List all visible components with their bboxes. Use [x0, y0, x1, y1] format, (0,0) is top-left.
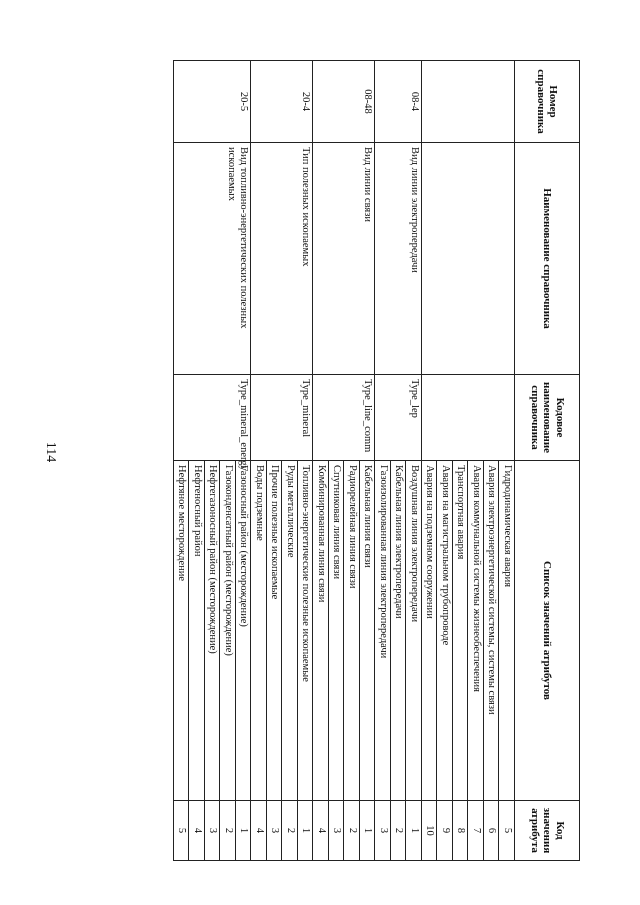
cell-attr-code: 4	[189, 801, 205, 861]
cell-attr-code: 1	[360, 801, 376, 861]
cell-attr-code: 3	[375, 801, 391, 861]
cell-value: Кабельная линия электропередачи	[391, 461, 407, 801]
cell-attr-code: 8	[453, 801, 469, 861]
cell-code: Type_mineral	[251, 375, 313, 461]
cell-name: Вид топливно-энергетических полезных ископаемых	[174, 143, 252, 375]
header-values: Список значений атрибутов	[515, 461, 580, 801]
cell-value: Спутниковая линия связи	[329, 461, 345, 801]
cell-attr-code: 9	[437, 801, 453, 861]
page-number: 114	[43, 441, 58, 463]
table-row	[236, 61, 252, 861]
table-body	[174, 61, 515, 861]
cell-value: Авария на подземном сооружении	[422, 461, 438, 801]
table-row	[298, 61, 314, 861]
cell-code: Type_line_comm	[313, 375, 375, 461]
cell-name: Вид линии электропередачи	[375, 143, 422, 375]
cell-value: Авария электроэнергетической системы, системы связи	[484, 461, 500, 801]
cell-name: Тип полезных ископаемых	[251, 143, 313, 375]
cell-attr-code: 3	[329, 801, 345, 861]
cell-number: 08-48	[313, 61, 375, 143]
reference-table	[173, 60, 580, 861]
cell-attr-code: 7	[468, 801, 484, 861]
cell-attr-code: 2	[391, 801, 407, 861]
cell-code: Type_mineral_energy	[174, 375, 252, 461]
cell-attr-code: 2	[344, 801, 360, 861]
cell-attr-code: 1	[298, 801, 314, 861]
cell-value: Газоизолированная линия электропередачи	[375, 461, 391, 801]
cell-attr-code: 1	[406, 801, 422, 861]
cell-name: Вид линии связи	[313, 143, 375, 375]
cell-number: 20-4	[251, 61, 313, 143]
cell-attr-code: 4	[251, 801, 267, 861]
cell-value: Газоносный район (месторождение)	[236, 461, 252, 801]
cell-value: Газоконденсатный район (месторождение)	[220, 461, 236, 801]
cell-number	[422, 61, 515, 143]
cell-attr-code: 10	[422, 801, 438, 861]
header-name: Наименование справочника	[515, 143, 580, 375]
cell-attr-code: 4	[313, 801, 329, 861]
cell-value: Транспортная авария	[453, 461, 469, 801]
cell-value: Комбинированная линия связи	[313, 461, 329, 801]
cell-attr-code: 3	[267, 801, 283, 861]
cell-value: Радиорелейная линия связи	[344, 461, 360, 801]
cell-value: Топливно-энергетические полезные ископаемые	[298, 461, 314, 801]
cell-value: Нефтяное месторождение	[174, 461, 190, 801]
header-number: Номер справочника	[515, 61, 580, 143]
table-header-row	[515, 61, 580, 861]
cell-value: Нефтеносный район	[189, 461, 205, 801]
rotated-table-wrapper	[80, 60, 580, 860]
cell-attr-code: 1	[236, 801, 252, 861]
cell-attr-code: 6	[484, 801, 500, 861]
cell-value: Руды металлические	[282, 461, 298, 801]
cell-attr-code: 2	[282, 801, 298, 861]
cell-value: Нефтегазоносный район (месторождение)	[205, 461, 221, 801]
cell-number: 08-4	[375, 61, 422, 143]
cell-value: Воздушная линия электропередачи	[406, 461, 422, 801]
cell-attr-code: 3	[205, 801, 221, 861]
cell-value: Авария на магистральном трубопроводе	[437, 461, 453, 801]
cell-value: Гидродинамическая авария	[499, 461, 515, 801]
cell-attr-code: 5	[174, 801, 190, 861]
cell-number: 20-5	[174, 61, 252, 143]
cell-code	[422, 375, 515, 461]
cell-value: Воды подземные	[251, 461, 267, 801]
cell-value: Прочие полезные ископаемые	[267, 461, 283, 801]
table-row	[406, 61, 422, 861]
cell-name	[422, 143, 515, 375]
cell-code: Type_lep	[375, 375, 422, 461]
cell-value: Кабельная линия связи	[360, 461, 376, 801]
header-code: Кодовое наименование справочника	[515, 375, 580, 461]
cell-value: Авария коммунальной системы жизнеобеспечения	[468, 461, 484, 801]
table-row	[499, 61, 515, 861]
header-attr-code: Код значения атрибута	[515, 801, 580, 861]
table-row	[360, 61, 376, 861]
cell-attr-code: 5	[499, 801, 515, 861]
cell-attr-code: 2	[220, 801, 236, 861]
